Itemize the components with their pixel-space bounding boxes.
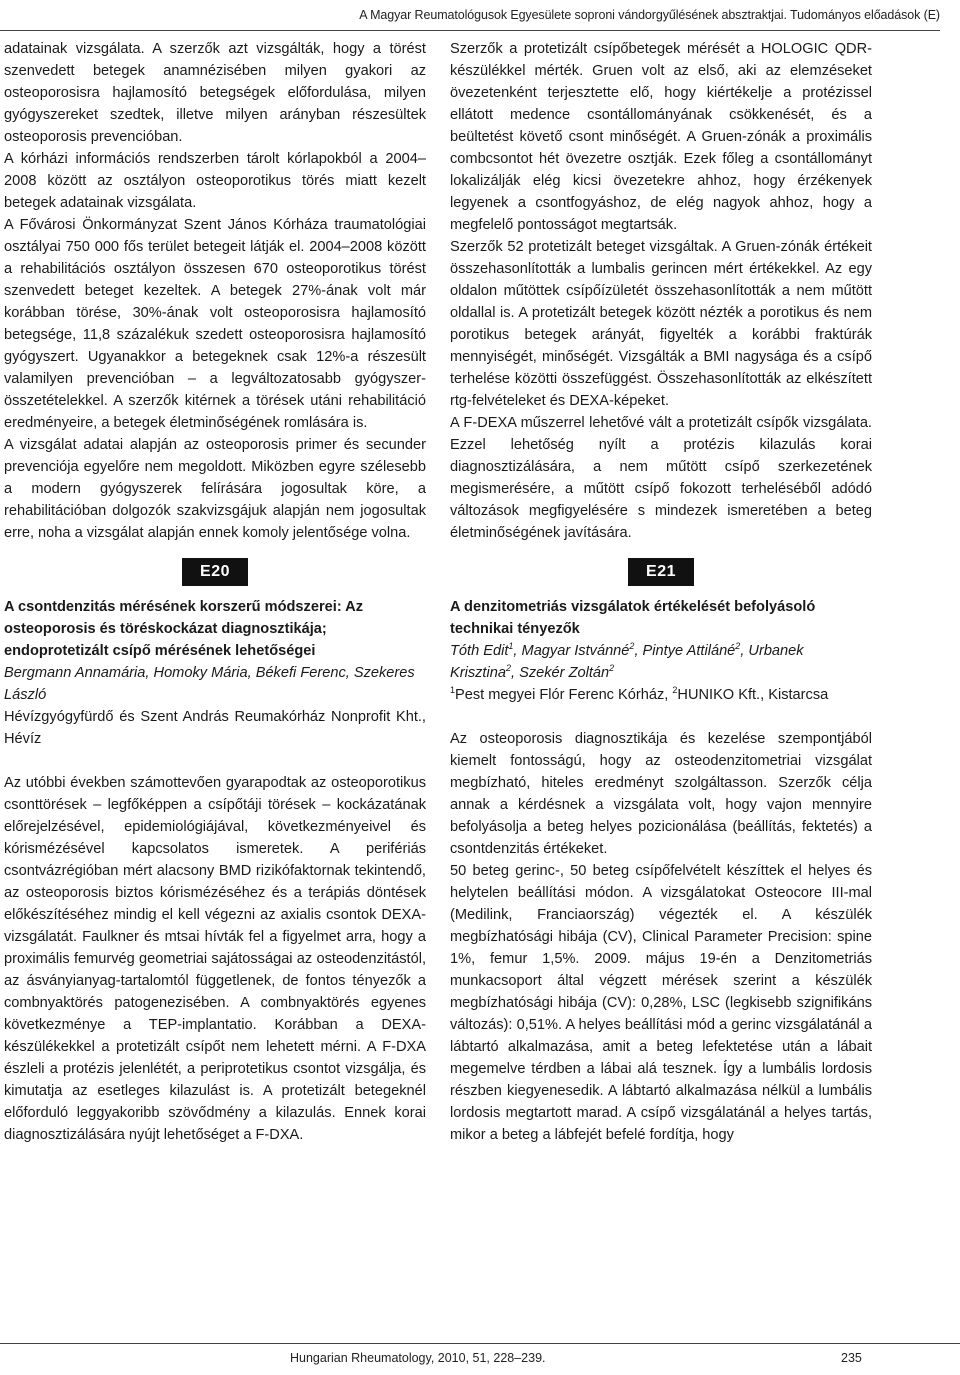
author-name: , Magyar Istvánné bbox=[513, 643, 630, 659]
abstract-affiliation-e21 bbox=[450, 684, 872, 706]
page-number: 235 bbox=[841, 1351, 862, 1365]
abstract-affiliation-e20: Hévízgyógyfürdő és Szent András Reumakórház Nonprofit Kht., Hévíz bbox=[4, 709, 426, 747]
left-cont-paragraph-4: A vizsgálat adatai alapján az osteoporosis primer és secunder prevenciója egyelőre nem megoldott. Miközben egyre szélesebb a modern gyógyszerek felírására jogosultak köre, a rehabilitációban dolgozók szakvizsgájuk alapján nem jogosultak erre, noha a vizsgálat alapján ennek komoly jelentősége volna. bbox=[4, 437, 426, 541]
right-cont-paragraph-2: Szerzők 52 protetizált beteget vizsgáltak. A Gruen-zónák értékeit összehasonlították a lumbalis gerincen mért értékekkel. Az egy oldalon műtöttek csípőízületét összehasonlították a nem műtött oldallal is. A protetizált betegek között nézték a porotikus és nem porotikus betegek arányát, figyelték a korábbi fraktúrák mennyiségét, minőségét. Vizsgálták a BMI nagysága és a csípő terhelése közötti összefüggést. Összehasonlították az elkészített rtg-felvételeket és DEXA-képeket. bbox=[450, 239, 872, 409]
abstract-body-e21-paragraph-2: 50 beteg gerinc-, 50 beteg csípőfelvételt készíttek el helyes és helytelen beállítási módon. A vizsgálatokat Osteocore III-mal (Medilink, Franciaország) végezték el. A készülék megbízhatósági hibája (CV), Clinical Parameter Precision: spine 1%, femur 1,5%. 2009. május 19-én a Denzitometriás munkacsoport által végzett mérések szerint a készülék megbízhatósági hibája (CV): 0,28%, LSC (legkisebb szignifikáns változás): 0,51%. A helyes beállítási mód a gerinc vizsgálatánál a lábtartó alkalmazása, amit a beteg lefektetése után a lábait megemelve térdben a lábai alá tesznek. Így a lumbális lordosis részben kiegyenesedik. A lábtartó alkalmazása nélkül a lumbális lordosis megtartott marad. A csípő vizsgálatánál a helyes tartás, mikor a beteg a lábfejét befelé fordítja, hogy bbox=[450, 863, 872, 1143]
abstract-authors-e20: Bergmann Annamária, Homoky Mária, Békefi Ferenc, Szekeres László bbox=[4, 665, 415, 703]
abstract-label-e21-wrap bbox=[450, 558, 872, 588]
abstract-title-e21: A denzitometriás vizsgálatok értékelését befolyásoló technikai tényezők bbox=[450, 599, 816, 637]
abstract-title-e20: A csontdenzitás mérésének korszerű módszerei: Az osteoporosis és töréskockázat diagnosztikája; endoprotetizált csípő mérésének lehetőségei bbox=[4, 599, 364, 659]
left-column bbox=[4, 38, 426, 1146]
right-cont-paragraph-1: Szerzők a protetizált csípőbetegek mérését a HOLOGIC QDR-készülékkel mérték. Gruen volt az első, aki az elemzéseket övezetenként terjesztette elő, hogy kiértékelje a protézissel ellátott medence csontállományának csökkenését, és a beültetést követő csont minőségét. A Gruen-zónák a proximális combcsontot hét övezetre osztják. Ezek főleg a csontállományt lokalizálják elég kicsi övezetekre ahhoz, hogy érzékenyek legyenek a csontfogyáshoz, de elég nagyok ahhoz, hogy a megfelelő pontosságot megtartsák. bbox=[450, 41, 872, 233]
abstract-label-e20: E20 bbox=[182, 558, 248, 586]
affiliation-text: HUNIKO Kft., Kistarcsa bbox=[677, 687, 829, 703]
abstract-label-e21: E21 bbox=[628, 558, 694, 586]
header-rule bbox=[0, 30, 940, 31]
author-name: , Urbanek Krisztina bbox=[450, 643, 804, 681]
left-cont-paragraph-1: adatainak vizsgálata. A szerzők azt vizsgálták, hogy a törést szenvedett betegek anamnézisében milyen gyakori az osteoporosisra hajlamosító betegségek előfordulása, milyen gyógyszereket szedtek, illetve milyen arányban részesültek osteoporosis prevencióban. bbox=[4, 41, 426, 145]
author-affiliation-mark: 1 bbox=[508, 641, 514, 652]
author-name: , Pintye Attiláné bbox=[634, 643, 736, 659]
right-column bbox=[450, 38, 872, 1146]
abstract-authors-e21 bbox=[450, 640, 872, 684]
left-cont-paragraph-2: A kórházi információs rendszerben tárolt kórlapokból a 2004–2008 között az osztályon osteoporotikus törés miatt kezelt betegek adatainak vizsgálata. bbox=[4, 151, 426, 211]
author-name: , Szekér Zoltán bbox=[510, 665, 610, 681]
affiliation-mark: 2 bbox=[672, 685, 678, 696]
author-name: Tóth Edit bbox=[450, 643, 509, 659]
abstract-label-e20-wrap bbox=[4, 558, 426, 588]
journal-citation: Hungarian Rheumatology, 2010, 51, 228–239. bbox=[290, 1351, 546, 1365]
author-affiliation-mark: 2 bbox=[505, 663, 511, 674]
author-affiliation-mark: 2 bbox=[609, 663, 615, 674]
abstract-body-e20-paragraph-1: Az utóbbi években számottevően gyarapodtak az osteoporotikus csonttörések – legfőképpen a csípőtáji törések – kockázatának előrejelzésével, epidemiológiájával, következményeivel és kórismézésével kapcsolatos ismeretek. A perifériás csontvázrégióban mért alacsony BMD rizikófaktornak tekintendő, az osteoporosis biztos kórismézéséhez és a terápiás döntések előkészítéséhez mindig el kell végezni az axialis csontok DEXA-vizsgálatát. Faulkner és mtsai hívták fel a figyelmet arra, hogy a proximális femurvég geometriai sajátosságai az osteodenzitástól, az ásványianyag-tartalomtól függetlenek, de fontos tényezők a combnyaktörés patogenezisében. A combnyaktörés egyenes következménye a TEP-implantatio. Korábban a DEXA-készülékekkel a protetizált csípőt nem lehetett mérni. A F-DXA észleli a protézis jelenlétét, a periprotetikus csontot vizsgálja, és kimutatja az esetleges kilazulást is. A protetizált betegeknél előforduló leggyakoribb szövődmény a kilazulás. Ennek korai diagnosztizálására nyújt lehetőséget a F-DXA. bbox=[4, 775, 426, 1143]
footer-rule bbox=[0, 1343, 960, 1344]
affiliation-mark: 1 bbox=[450, 685, 456, 696]
author-affiliation-mark: 2 bbox=[735, 641, 741, 652]
running-head: A Magyar Reumatológusok Egyesülete soproni vándorgyűlésének absztraktjai. Tudományos előadások (E) bbox=[359, 8, 940, 22]
author-affiliation-mark: 2 bbox=[629, 641, 635, 652]
abstract-body-e21-paragraph-1: Az osteoporosis diagnosztikája és kezelése szempontjából kiemelt fontosságú, hogy az osteodenzitometriai vizsgálat megbízható, hiteles eredményt szolgáltasson. Szerzők célja annak a kérdésnek a vizsgálata volt, hogy vajon mennyire befolyásolja a beteg helyes pozicionálása (beállítás, fektetés) a csontdenzitás értékeket. bbox=[450, 731, 872, 857]
right-cont-paragraph-3: A F-DEXA műszerrel lehetővé vált a protetizált csípők vizsgálata. Ezzel lehetőség nyílt a protézis kilazulás korai diagnosztizálására, a nem műtött csípő szerkezetének megismerésére, a műtött csípő fokozott terheléséből adódó változások megfigyelésére s mindezek ismeretében a beteg életminőségének javítására. bbox=[450, 415, 872, 541]
left-cont-paragraph-3: A Fővárosi Önkormányzat Szent János Kórháza traumatológiai osztályai 750 000 fős terület betegeit látják el. 2004–2008 között a rehabilitációs osztályon összesen 670 osteoporotikus törést szenvedett beteget kezeltek. A betegek 27%-ának volt már korábban törése, 30%-ának volt osteoporosisra hajlamosító betegsége, 11,8 százalékuk szedett osteoporosisra hajlamosító gyógyszert. Ugyanakkor a betegeknek csak 12%-a részesült valamilyen prevencióban – a legváltozatosabb gyógyszer-összetételekkel. A szerzők kitérnek a törések utáni rehabilitáció eredményeire, a betegek életminőségének romlására is. bbox=[4, 217, 426, 431]
affiliation-text: Pest megyei Flór Ferenc Kórház, bbox=[455, 687, 673, 703]
